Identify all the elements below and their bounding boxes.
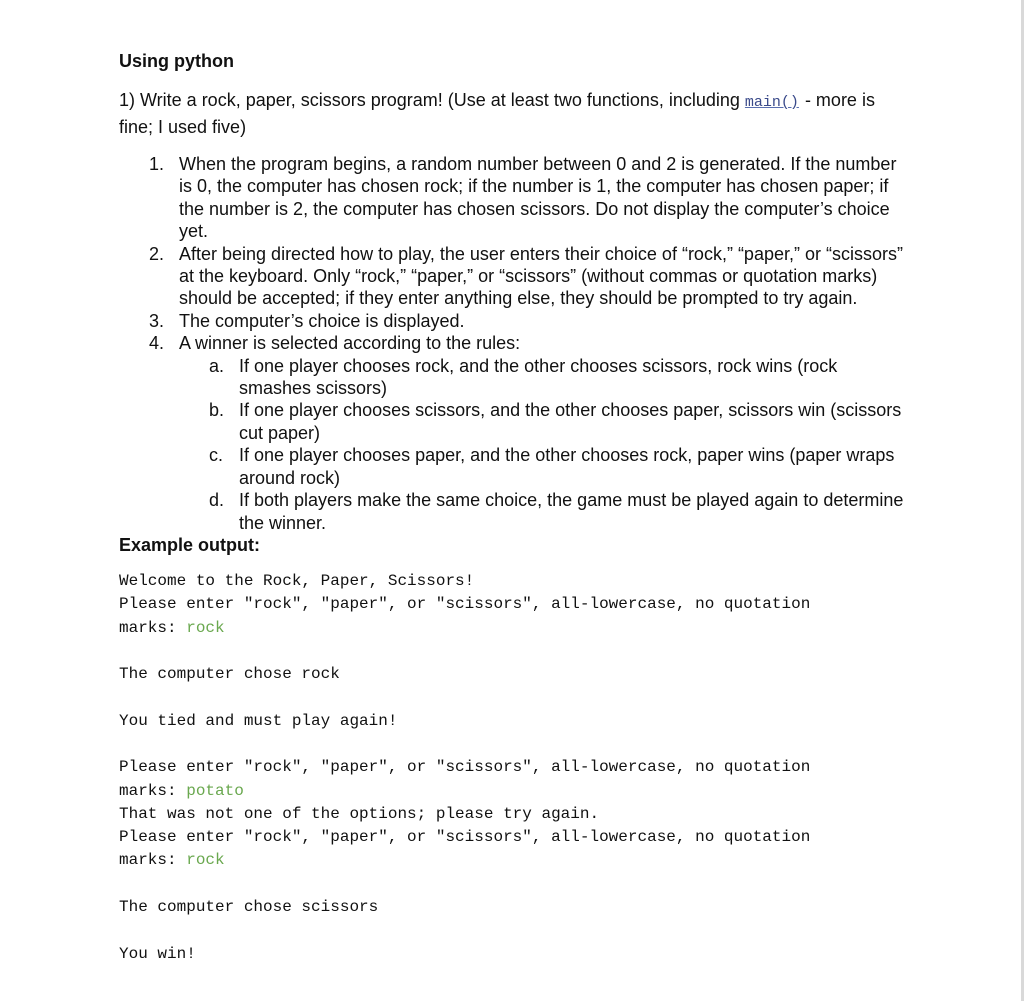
output-prompt-continuation: [119, 780, 909, 803]
requirement-item: [149, 243, 909, 310]
rule-text: If one player chooses rock, and the other chooses scissors, rock wins (rock smashes scissors): [239, 355, 838, 399]
assignment-intro: [119, 88, 909, 140]
requirement-text: When the program begins, a random number between 0 and 2 is generated. If the number is 0, the computer has chosen rock; if the number is 1, the computer has chosen paper; if the number is 2, the computer has chosen scissors. Do not display the computer’s choice yet.: [179, 154, 897, 242]
prompt-marks-label: marks:: [119, 781, 187, 800]
user-input-text: rock: [186, 618, 225, 637]
document-page: [119, 50, 909, 966]
intro-suffix: - more is fine; I used five): [119, 90, 875, 137]
output-win-message: You win!: [119, 944, 196, 963]
rule-text: If one player chooses paper, and the other chooses rock, paper wins (paper wraps around rock): [239, 445, 895, 488]
user-input-text: rock: [186, 851, 225, 870]
prompt-marks-label: marks:: [119, 618, 187, 637]
requirement-number: 1.: [149, 154, 165, 174]
requirement-text: The computer’s choice is displayed.: [179, 310, 465, 331]
output-blank-line: [119, 733, 909, 756]
output-invalid-message: That was not one of the options; please try again.: [119, 804, 600, 823]
output-blank-line: [119, 640, 909, 663]
output-prompt-continuation: [119, 617, 909, 640]
rule-item: [209, 399, 909, 444]
output-welcome-line: Welcome to the Rock, Paper, Scissors!: [119, 571, 475, 590]
requirements-list: [119, 153, 909, 534]
requirement-item: [149, 332, 909, 534]
rule-letter: b.: [209, 400, 225, 421]
intro-prefix: 1) Write a rock, paper, scissors program! (Use at least two functions, including: [119, 90, 745, 110]
rule-letter: a.: [209, 355, 225, 376]
output-tie-message: You tied and must play again!: [119, 711, 398, 730]
rule-item: [209, 489, 909, 534]
assignment-heading: Using python: [119, 51, 234, 71]
requirement-number: 4.: [149, 333, 165, 354]
requirement-number: 3.: [149, 310, 165, 331]
requirement-item: [149, 153, 909, 243]
rule-text: If both players make the same choice, the game must be played again to determine the winner.: [239, 490, 904, 533]
rule-letter: d.: [209, 490, 225, 511]
requirement-text: After being directed how to play, the user enters their choice of “rock,” “paper,” or “scissors” at the keyboard. Only “rock,” “paper,” or “scissors” (without commas or quotation marks) should be accepted; if they enter anything else, they should be prompted to try again.: [179, 243, 903, 309]
example-output-block: [119, 570, 909, 966]
rules-list: [179, 355, 909, 534]
user-input-text: potato: [186, 781, 244, 800]
rule-text: If one player chooses scissors, and the other chooses paper, scissors win (scissors cut paper): [239, 400, 902, 443]
output-computer-choice: The computer chose rock: [119, 665, 340, 684]
output-computer-choice: The computer chose scissors: [119, 898, 379, 917]
output-blank-line: [119, 919, 909, 942]
main-function-code: main(): [744, 94, 799, 111]
rule-item: [209, 444, 909, 489]
requirement-item: [149, 310, 909, 332]
requirement-number: 2.: [149, 243, 165, 264]
output-prompt-line: Please enter "rock", "paper", or "scissors", all-lowercase, no quotation: [119, 758, 811, 777]
rule-item: [209, 355, 909, 400]
example-output-heading: Example output:: [119, 534, 261, 555]
output-blank-line: [119, 686, 909, 709]
output-prompt-line: Please enter "rock", "paper", or "scissors", all-lowercase, no quotation: [119, 828, 811, 847]
output-blank-line: [119, 873, 909, 896]
output-prompt-continuation: [119, 849, 909, 872]
rule-letter: c.: [209, 445, 224, 466]
requirement-text: A winner is selected according to the rules:: [179, 333, 521, 354]
prompt-marks-label: marks:: [119, 851, 187, 870]
output-prompt-line: Please enter "rock", "paper", or "scissors", all-lowercase, no quotation: [119, 595, 811, 614]
